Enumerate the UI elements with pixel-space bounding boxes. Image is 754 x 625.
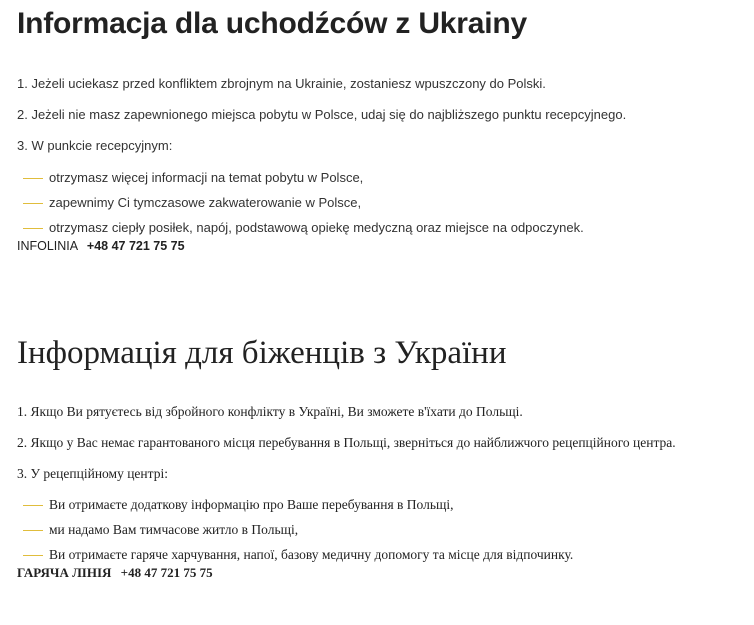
list-item-text: ми надамо Вам тимчасове житло в Польщі, (49, 522, 299, 537)
polish-info-section (17, 0, 744, 254)
hotline-number[interactable]: +48 47 721 75 75 (120, 565, 213, 580)
dash-bullet-icon (23, 555, 43, 556)
list-item (17, 547, 744, 563)
ukrainian-paragraph-2: 2. Якщо у Вас немає гарантованого місця перебування в Польщі, зверніться до найближчого рецепційного центра. (17, 435, 676, 450)
list-item (17, 522, 744, 538)
polish-title: Informacja dla uchodźców z Ukrainy (17, 7, 527, 40)
ukrainian-reception-list (17, 497, 744, 563)
ukrainian-paragraph-1: 1. Якщо Ви рятуєтесь від збройного конфлікту в Україні, Ви зможете в'їхати до Польщі. (17, 404, 523, 419)
ukrainian-info-section (17, 330, 744, 581)
list-item-text: otrzymasz ciepły posiłek, napój, podstawową opiekę medyczną oraz miejsce na odpoczynek. (49, 220, 584, 235)
list-item (17, 497, 744, 513)
list-item-text: Ви отримаєте додаткову інформацію про Ваше перебування в Польщі, (49, 497, 454, 512)
hotline-label: ГАРЯЧА ЛІНІЯ (17, 565, 112, 580)
dash-bullet-icon (23, 178, 43, 179)
polish-reception-list (17, 170, 744, 236)
hotline-number[interactable]: +48 47 721 75 75 (86, 239, 185, 253)
polish-hotline (17, 238, 744, 254)
dash-bullet-icon (23, 228, 43, 229)
dash-bullet-icon (23, 530, 43, 531)
list-item (17, 220, 744, 236)
list-item-text: otrzymasz więcej informacji na temat pobytu w Polsce, (49, 170, 364, 185)
list-item-text: Ви отримаєте гаряче харчування, напої, базову медичну допомогу та місце для відпочинку. (49, 547, 574, 562)
list-item (17, 195, 744, 211)
dash-bullet-icon (23, 203, 43, 204)
list-item (17, 170, 744, 186)
list-item-text: zapewnimy Ci tymczasowe zakwaterowanie w Polsce, (49, 195, 362, 210)
polish-paragraph-3: 3. W punkcie recepcyjnym: (17, 138, 173, 153)
ukrainian-paragraph-3: 3. У рецепційному центрі: (17, 466, 168, 481)
polish-paragraph-1: 1. Jeżeli uciekasz przed konfliktem zbrojnym na Ukrainie, zostaniesz wpuszczony do Polski. (17, 76, 546, 91)
polish-paragraph-2: 2. Jeżeli nie masz zapewnionego miejsca pobytu w Polsce, udaj się do najbliższego punktu recepcyjnego. (17, 107, 627, 122)
ukrainian-hotline (17, 565, 744, 581)
ukrainian-title: Інформація для біженців з України (17, 335, 507, 371)
hotline-label: INFOLINIA (17, 239, 78, 253)
dash-bullet-icon (23, 505, 43, 506)
